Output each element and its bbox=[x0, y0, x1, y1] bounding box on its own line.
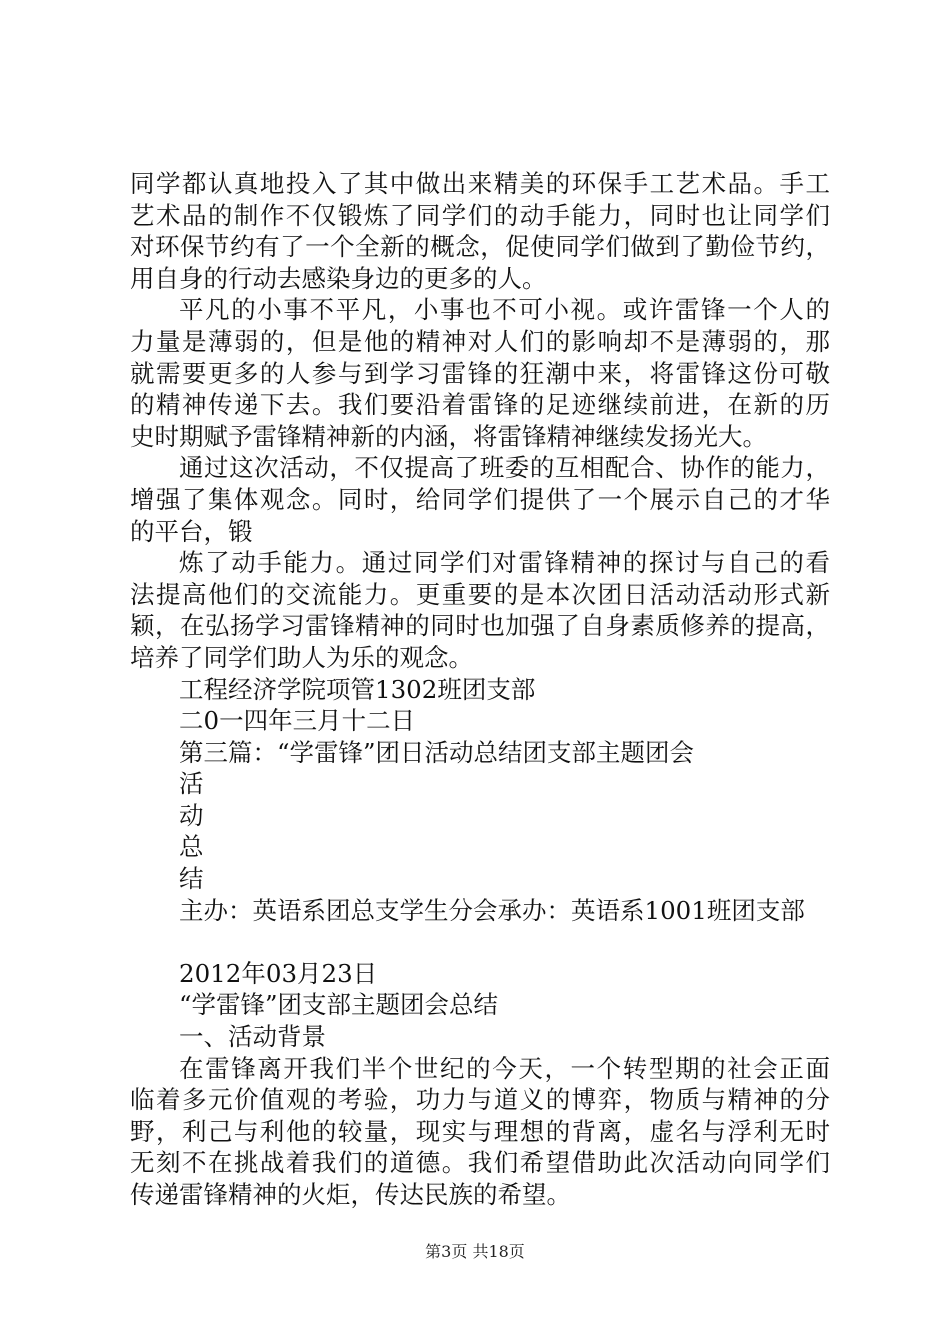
date-line: 2012年03月23日 bbox=[179, 958, 378, 988]
paragraph-start-line: 通过这次活动，不仅提高了班委的互相配合、协作的能力， bbox=[179, 453, 830, 483]
paragraph-start-line: 炼了动手能力。通过同学们对雷锋精神的探讨与自己的看 bbox=[179, 548, 830, 578]
text-line: 的精神传递下去。我们要沿着雷锋的足迹继续前进，在新的历 bbox=[130, 390, 830, 420]
text-line: 力量是薄弱的，但是他的精神对人们的影响却不是薄弱的，那 bbox=[130, 326, 830, 356]
text-line: 史时期赋予雷锋精神新的内涵，将雷锋精神继续发扬光大。 bbox=[130, 421, 767, 451]
text-line: 法提高他们的交流能力。更重要的是本次团日活动活动形式新 bbox=[130, 579, 830, 609]
text-line: 野，利己与利他的较量，现实与理想的背离，虚名与浮利无时 bbox=[130, 1116, 830, 1146]
blank-line bbox=[130, 926, 830, 958]
paragraph-start-line: 在雷锋离开我们半个世纪的今天，一个转型期的社会正面 bbox=[179, 1053, 830, 1083]
text-line: 无刻不在挑战着我们的道德。我们希望借助此次活动向同学们 bbox=[130, 1148, 830, 1178]
signature-line: 工程经济学院项管1302班团支部 bbox=[179, 674, 536, 704]
organizer-line: 主办：英语系团总支学生分会承办：英语系1001班团支部 bbox=[179, 895, 805, 925]
text-line: 颖，在弘扬学习雷锋精神的同时也加强了自身素质修养的提高， bbox=[130, 611, 830, 641]
date-line: 二0一四年三月十二日 bbox=[179, 706, 416, 736]
text-line: 艺术品的制作不仅锻炼了同学们的动手能力，同时也让同学们 bbox=[130, 200, 830, 230]
vertical-char: 总 bbox=[179, 832, 204, 862]
page-number: 第3页 共18页 bbox=[425, 1242, 525, 1261]
vertical-char: 活 bbox=[179, 769, 204, 799]
section-title: 第三篇：“学雷锋”团日活动总结团支部主题团会 bbox=[179, 737, 695, 767]
text-line: 的平台，锻 bbox=[130, 516, 253, 546]
text-line: 用自身的行动去感染身边的更多的人。 bbox=[130, 263, 547, 293]
subtitle-line: “学雷锋”团支部主题团会总结 bbox=[179, 990, 499, 1020]
text-line: 就需要更多的人参与到学习雷锋的狂潮中来，将雷锋这份可敬 bbox=[130, 358, 830, 388]
text-line: 培养了同学们助人为乐的观念。 bbox=[130, 642, 473, 672]
vertical-char: 结 bbox=[179, 864, 204, 894]
page-footer bbox=[0, 1242, 950, 1262]
heading-line: 一、活动背景 bbox=[179, 1022, 326, 1052]
paragraph-start-line: 平凡的小事不平凡，小事也不可小视。或许雷锋一个人的 bbox=[179, 295, 830, 325]
text-line: 对环保节约有了一个全新的概念，促使同学们做到了勤俭节约， bbox=[130, 232, 830, 262]
vertical-char: 动 bbox=[179, 800, 204, 830]
text-line: 同学都认真地投入了其中做出来精美的环保手工艺术品。手工 bbox=[130, 169, 830, 198]
text-line: 增强了集体观念。同时，给同学们提供了一个展示自己的才华 bbox=[130, 484, 830, 514]
text-line: 临着多元价值观的考验，功力与道义的博弈，物质与精神的分 bbox=[130, 1085, 830, 1115]
text-line: 传递雷锋精神的火炬，传达民族的希望。 bbox=[130, 1180, 571, 1209]
document-body bbox=[130, 168, 830, 1211]
